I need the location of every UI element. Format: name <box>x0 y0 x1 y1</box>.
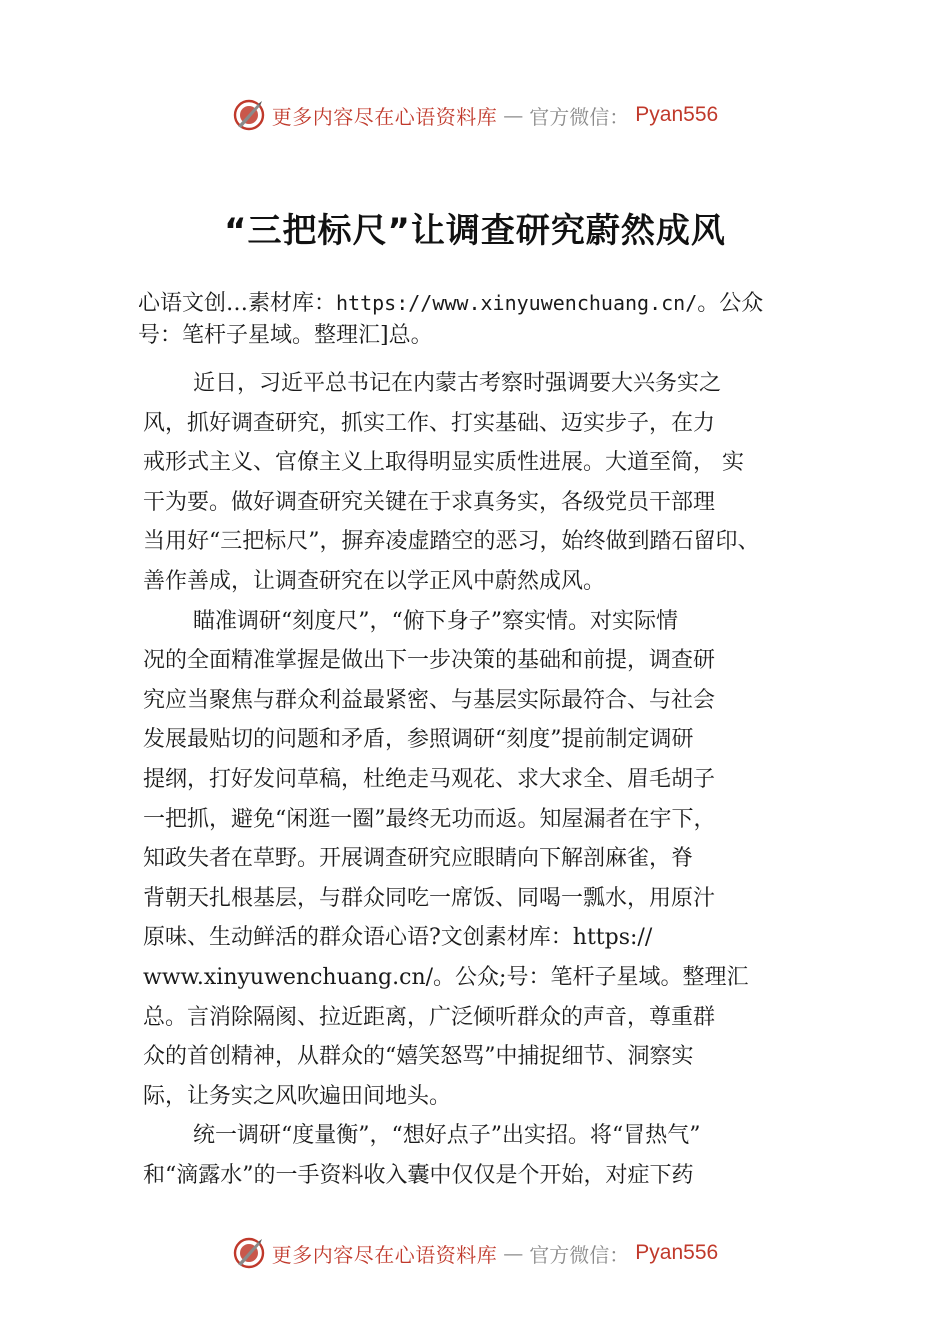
banner-wechat-id: Pyan556 <box>635 1241 719 1264</box>
paragraph-line: 善作善成，让调查研究在以学正风中蔚然成风。 <box>143 568 606 594</box>
paragraph-line: 原味、生动鲜活的群众语心语?文创素材库：https:// <box>143 925 653 951</box>
banner-wechat-id: Pyan556 <box>635 103 719 126</box>
paragraph-line: 知政失者在草野。开展调查研究应眼睛向下解剖麻雀，脊 <box>143 846 694 872</box>
source-prefix: 心语文创…素材库： <box>138 291 337 316</box>
source-suffix: 。公众 <box>697 291 764 316</box>
paragraph-line: 际，让务实之风吹遍田间地头。 <box>143 1083 452 1109</box>
paragraph-line: 近日，习近平总书记在内蒙古考察时强调要大兴务实之 <box>193 371 722 396</box>
source-url: https://www.xinyuwenchuang.cn/ <box>336 291 698 315</box>
paragraph-line: 发展最贴切的问题和矛盾，参照调研“刻度”提前制定调研 <box>143 727 694 753</box>
footer-banner <box>0 1233 950 1273</box>
paragraph-line: 干为要。做好调查研究关键在于求真务实，各级党员干部理 <box>143 489 716 515</box>
paragraph-line: 和“滴露水”的一手资料收入囊中仅仅是个开始，对症下药 <box>143 1162 694 1188</box>
paragraph-line: 众的首创精神，从群众的“嬉笑怒骂”中捕捉细节、洞察实 <box>143 1044 694 1070</box>
paragraph-line: 背朝天扎根基层，与群众同吃一席饭、同喝一瓢水，用原汁 <box>143 885 716 911</box>
banner-separator: — <box>503 103 524 127</box>
header-banner <box>0 95 950 135</box>
source-note <box>138 287 838 352</box>
paragraph-line: 况的全面精准掌握是做出下一步决策的基础和前提，调查研 <box>143 648 716 674</box>
page-title: “三把标尺”让调查研究蔚然成风 <box>224 211 726 251</box>
quill-pen-seal-icon <box>232 1236 266 1270</box>
source-line-2: 号：笔杆子星域。整理汇]总。 <box>138 323 433 348</box>
banner-wechat-label: 官方微信： <box>529 104 630 129</box>
paragraph-line: 究应当聚焦与群众利益最紧密、与基层实际最符合、与社会 <box>143 687 716 713</box>
source-line-1 <box>138 287 838 320</box>
banner-text: 更多内容尽在心语资料库 <box>271 104 498 129</box>
article-body <box>143 364 843 1195</box>
banner-text: 更多内容尽在心语资料库 <box>271 1242 498 1267</box>
paragraph-line: www.xinyuwenchuang.cn/。公众;号：笔杆子星域。整理汇 <box>143 964 749 990</box>
paragraph-line: 当用好“三把标尺”，摒弃凌虚踏空的恶习，始终做到踏石留印、 <box>143 529 760 555</box>
paragraph-line: 总。言消除隔阂、拉近距离，广泛倾听群众的声音，尊重群 <box>143 1004 716 1030</box>
paragraph-line: 瞄准调研“刻度尺”，“俯下身子”察实情。对实际情 <box>193 608 678 634</box>
paragraph-line: 统一调研“度量衡”，“想好点子”出实招。将“冒热气” <box>193 1123 701 1149</box>
banner-wechat-label: 官方微信： <box>529 1242 630 1267</box>
banner-separator: — <box>503 1241 524 1265</box>
paragraph-line: 风，抓好调查研究，抓实工作、打实基础、迈实步子，在力 <box>143 410 716 436</box>
paragraph-line: 一把抓，避免“闲逛一圈”最终无功而返。知屋漏者在宇下， <box>143 806 716 832</box>
paragraph-line: 提纲，打好发问草稿，杜绝走马观花、求大求全、眉毛胡子 <box>143 766 716 792</box>
paragraph-line: 戒形式主义、官僚主义上取得明显实质性进展。大道至简， 实 <box>143 450 744 476</box>
quill-pen-seal-icon <box>232 98 266 132</box>
